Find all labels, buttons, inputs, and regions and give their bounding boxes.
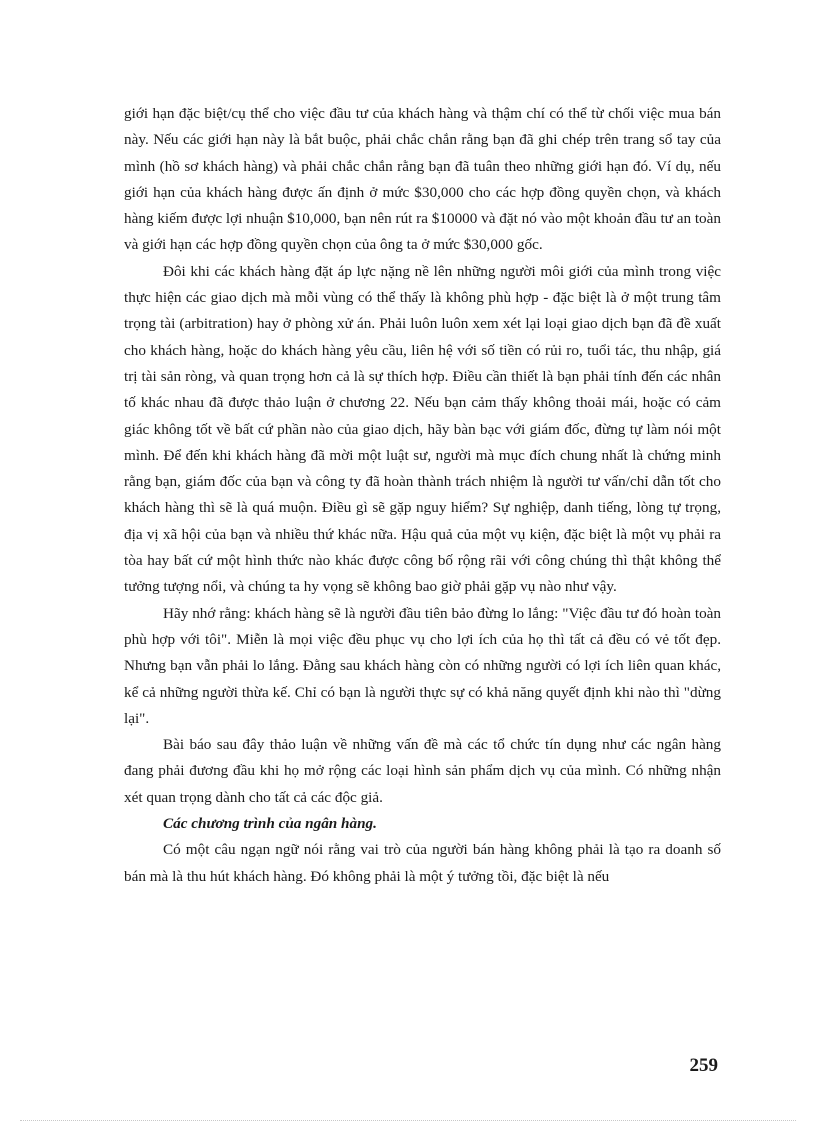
paragraph-article-intro: Bài báo sau đây thảo luận về những vấn đề mà các tổ chức tín dụng như các ngân hàng đang phải đương đầu khi họ mở rộng các loại hình sản phẩm dịch vụ của mình. Có những nhận xét quan trọng dành cho tất cả các độc giả. [124,736,721,806]
paragraph-bank-programs: Có một câu ngạn ngữ nói rằng vai trò của người bán hàng không phải là tạo ra doanh số bán mà là thu hút khách hàng. Đó không phải là một ý tưởng tồi, đặc biệt là nếu [124,841,721,885]
section-heading-bank-programs: Các chương trình của ngân hàng. [163,815,377,833]
page-number: 259 [689,1055,718,1076]
footer-divider [20,1120,796,1121]
paragraph-continuation: giới hạn đặc biệt/cụ thể cho việc đầu tư của khách hàng và thậm chí có thể từ chối việc mua bán này. Nếu các giới hạn này là bắt buộc, phải chắc chắn rằng bạn đã ghi chép trên trang sổ tay của mình (hồ sơ khách hàng) và phải chắc chắn rằng bạn đã tuân theo những giới hạn đó. Ví dụ, nếu giới hạn của khách hàng được ấn định ở mức $30,000 cho các hợp đồng quyền chọn, và khách hàng kiếm được lợi nhuận $10,000, bạn nên rút ra $10000 và đặt nó vào một khoản đầu tư an toàn và giới hạn các hợp đồng quyền chọn của ông ta ở mức $30,000 gốc. [124,105,721,254]
paragraph-client-pressure: Đôi khi các khách hàng đặt áp lực nặng nề lên những người môi giới của mình trong việc thực hiện các giao dịch mà mỗi vùng có thể thấy là không phù hợp - đặc biệt là ở một trung tâm trọng tài (arbitration) hay ở phòng xử án. Phải luôn luôn xem xét lại loại giao dịch bạn đã đề xuất cho khách hàng, hoặc do khách hàng yêu cầu, liên hệ với số tiền có rủi ro, tuổi tác, thu nhập, giá trị tài sản ròng, và quan trọng hơn cả là sự thích hợp. Điều cần thiết là bạn phải tính đến các nhân tố khác nhau đã được thảo luận ở chương 22. Nếu bạn cảm thấy không thoải mái, hoặc có cảm giác không tốt về bất cứ phần nào của giao dịch, hãy bàn bạc với giám đốc, đừng tự làm nói một mình. Để đến khi khách hàng đã mời một luật sư, người mà mục đích chung nhất là chứng minh rằng bạn, giám đốc của bạn và công ty đã hoàn thành trách nhiệm là người tư vấn/chỉ dẫn tốt cho khách hàng thì sẽ là quá muộn. Điều gì sẽ gặp nguy hiểm? Sự nghiệp, danh tiếng, lòng tự trọng, địa vị xã hội của bạn và nhiều thứ khác nữa. Hậu quả của một vụ kiện, đặc biệt là một vụ phải ra tòa hay bất cứ một hình thức nào khác được công bố rộng rãi với công chúng thì thật không thể tưởng tượng nổi, và chúng ta hy vọng sẽ không bao giờ phải gặp vụ nào như vậy. [124,262,721,596]
body-text [124,101,721,890]
paragraph-remember: Hãy nhớ rằng: khách hàng sẽ là người đầu tiên bảo đừng lo lắng: "Việc đầu tư đó hoàn toàn phù hợp với tôi". Miễn là mọi việc đều phục vụ cho lợi ích của họ thì tất cả đều có vẻ tốt đẹp. Nhưng bạn vẫn phải lo lắng. Đằng sau khách hàng còn có những người có lợi ích liên quan khác, kể cả những người thừa kế. Chỉ có bạn là người thực sự có khả năng quyết định khi nào thì "dừng lại". [124,604,721,727]
